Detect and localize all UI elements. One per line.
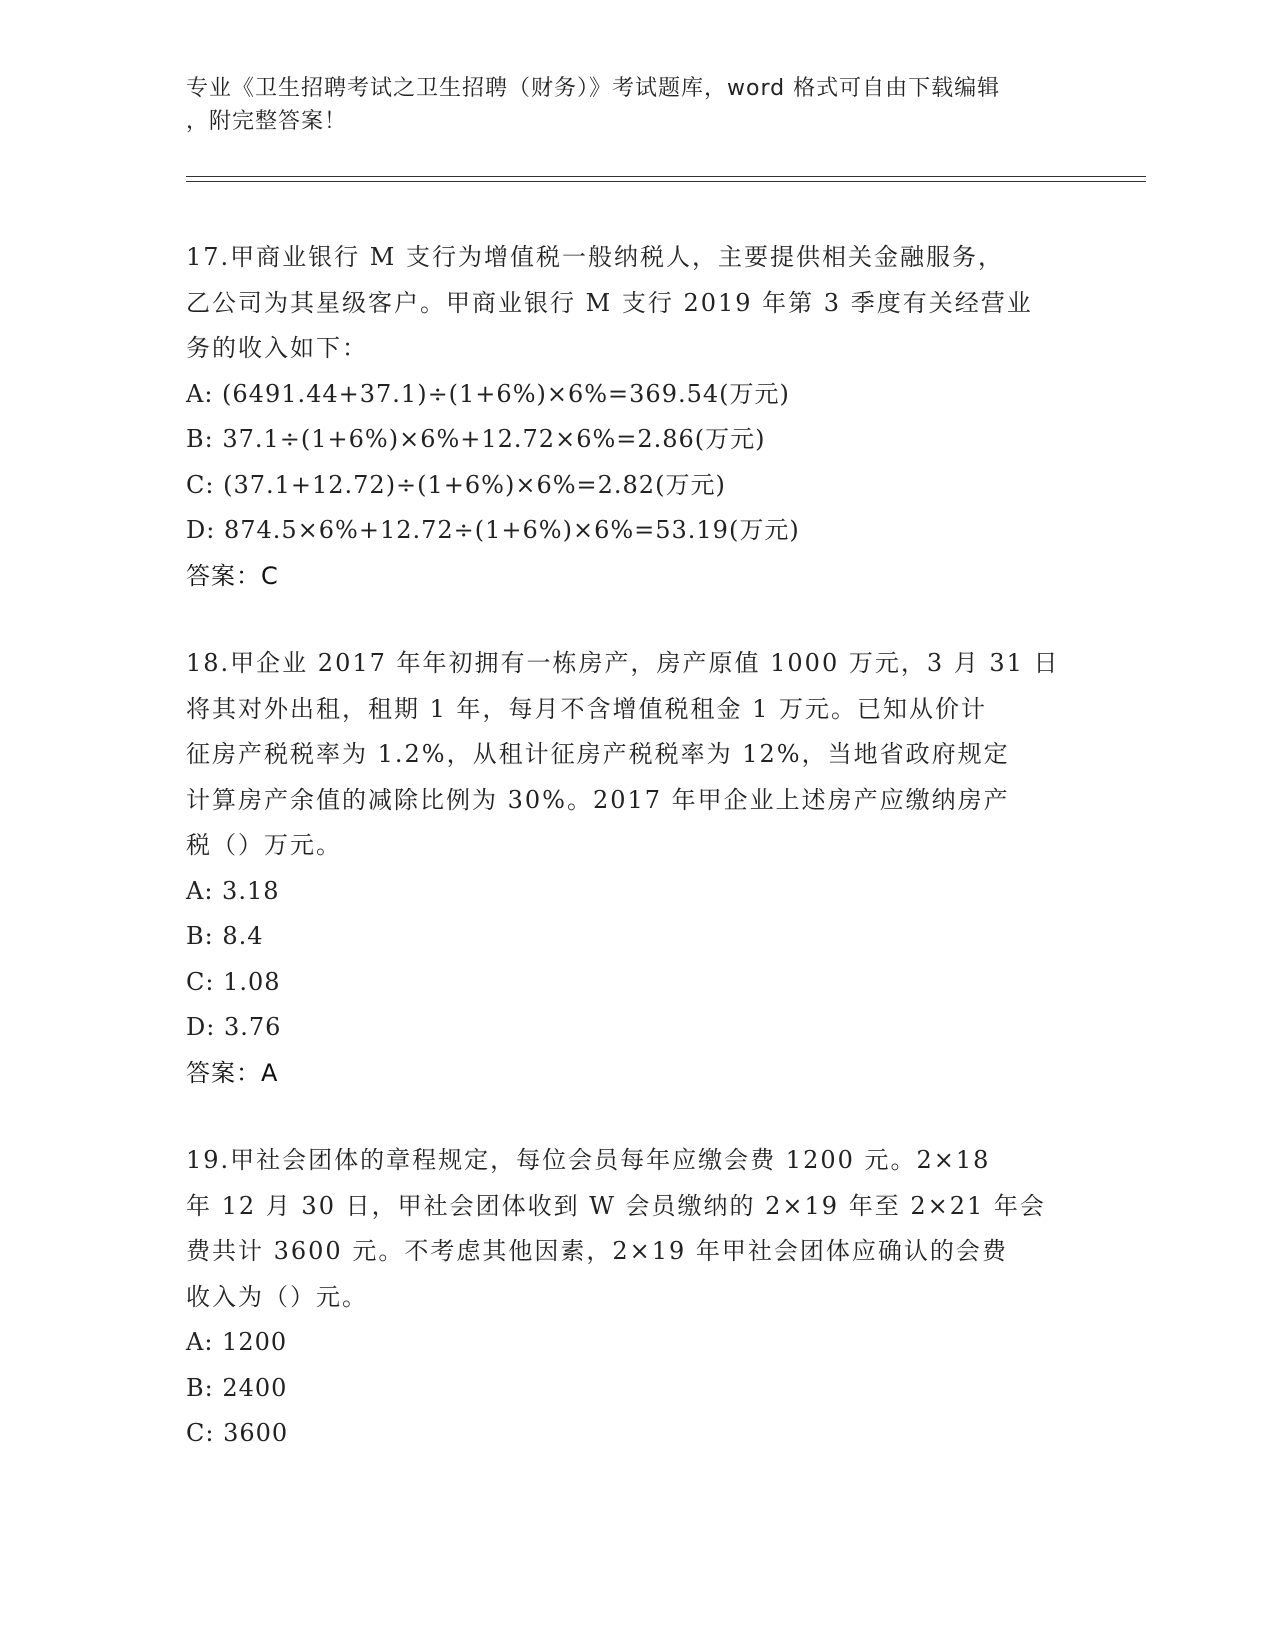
option-c: C: 3600: [186, 1419, 289, 1447]
question-17: [186, 235, 1086, 599]
question-stem: [186, 641, 1086, 869]
option-b: B: 8.4: [186, 922, 264, 950]
stem-line: 17.甲商业银行 M 支行为增值税一般纳税人，主要提供相关金融服务，: [186, 243, 1004, 271]
question-18: [186, 641, 1086, 1096]
stem-line: 年 12 月 30 日，甲社会团体收到 W 会员缴纳的 2×19 年至 2×21 年会: [186, 1191, 1046, 1220]
header-line: 专业《卫生招聘考试之卫生招聘（财务）》考试题库，word 格式可自由下载编辑: [186, 76, 1001, 101]
stem-line: 计算房产余值的减除比例为 30%。2017 年甲企业上述房产应缴纳房产: [186, 785, 1010, 814]
question-list: [186, 235, 1086, 1499]
question-19: [186, 1138, 1086, 1457]
option-d: D: 874.5×6%+12.72÷(1+6%)×6%=53.19(万元): [186, 516, 800, 544]
stem-line: 19.甲社会团体的章程规定，每位会员每年应缴会费 1200 元。2×18: [186, 1146, 991, 1174]
answer: 答案：C: [186, 561, 279, 590]
option-c: C: (37.1+12.72)÷(1+6%)×6%=2.82(万元): [186, 470, 726, 499]
header-line: ，附完整答案！: [186, 109, 348, 134]
question-stem: [186, 1138, 1086, 1320]
header-divider: [186, 176, 1146, 177]
stem-line: 乙公司为其星级客户。甲商业银行 M 支行 2019 年第 3 季度有关经营业: [186, 288, 1033, 317]
option-a: A: (6491.44+37.1)÷(1+6%)×6%=369.54(万元): [186, 379, 790, 408]
stem-line: 18.甲企业 2017 年年初拥有一栋房产，房产原值 1000 万元，3 月 31 日: [186, 649, 1060, 677]
option-a: A: 1200: [186, 1328, 288, 1356]
option-b: B: 2400: [186, 1373, 288, 1402]
option-a: A: 3.18: [186, 876, 280, 905]
answer: 答案：A: [186, 1058, 279, 1087]
stem-line: 收入为（）元。: [186, 1282, 368, 1311]
stem-line: 税（）万元。: [186, 831, 342, 859]
option-c: C: 1.08: [186, 967, 281, 996]
stem-line: 费共计 3600 元。不考虑其他因素，2×19 年甲社会团体应确认的会费: [186, 1237, 1008, 1265]
question-stem: [186, 235, 1086, 372]
option-d: D: 3.76: [186, 1013, 282, 1041]
stem-line: 征房产税税率为 1.2%，从租计征房产税税率为 12%，当地省政府规定: [186, 740, 1010, 768]
stem-line: 务的收入如下：: [186, 334, 368, 362]
document-header: [186, 72, 1066, 138]
header-divider: [186, 181, 1146, 182]
stem-line: 将其对外出租，租期 1 年，每月不含增值税租金 1 万元。已知从价计: [186, 694, 988, 723]
option-b: B: 37.1÷(1+6%)×6%+12.72×6%=2.86(万元): [186, 425, 766, 453]
